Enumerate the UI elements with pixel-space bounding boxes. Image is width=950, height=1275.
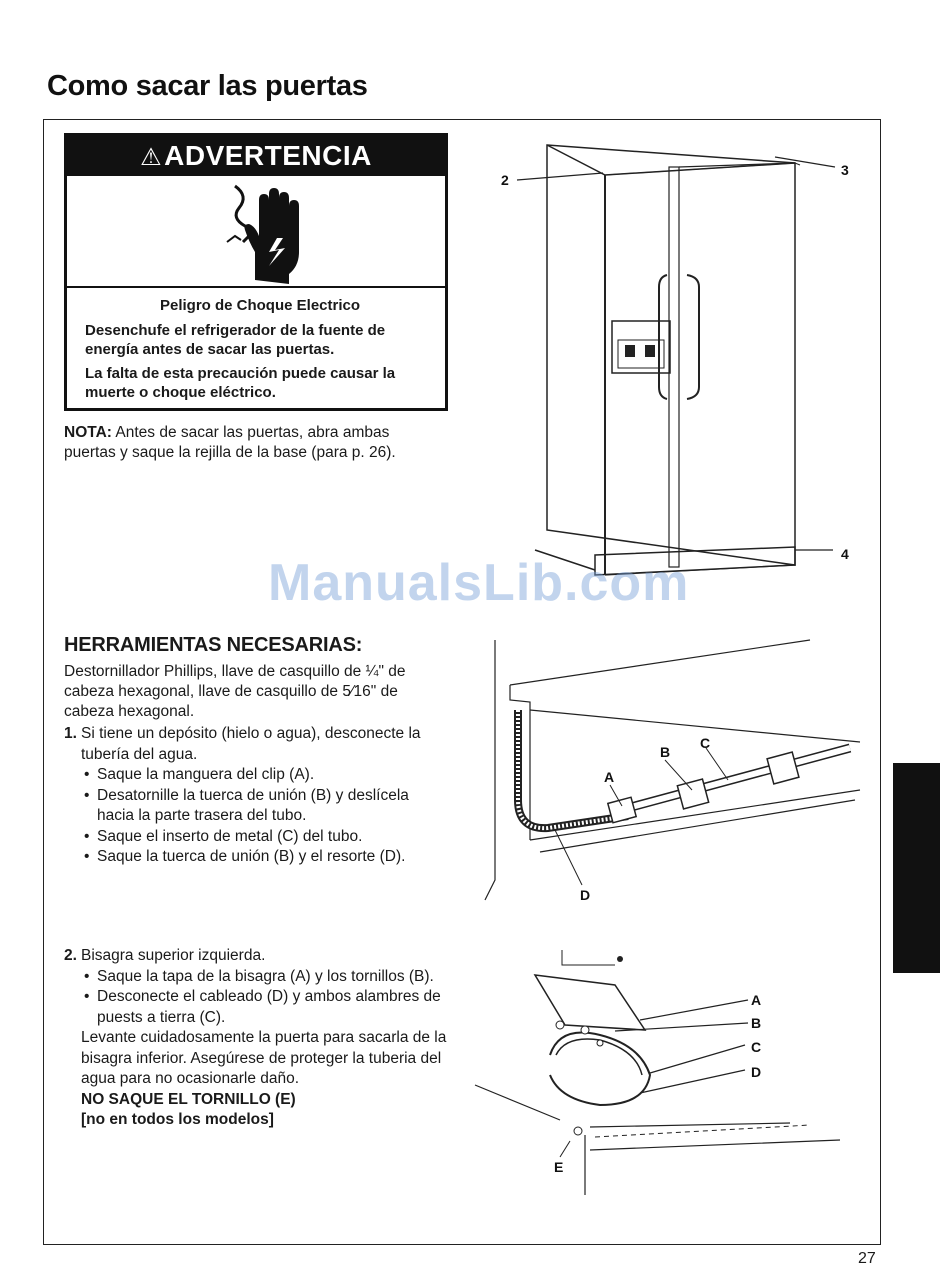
fig2-label-A: A [604, 769, 615, 785]
fig3-label-D: D [751, 1064, 762, 1080]
fig3-label-B: B [751, 1015, 762, 1031]
step-2 [64, 946, 449, 1131]
electric-shock-hand-icon [225, 180, 315, 286]
water-line-figure [470, 630, 870, 910]
fig1-label-4: 4 [841, 546, 849, 562]
hazard-consequence: La falta de esta precaución puede causar la muerte o choque eléctrico. [85, 365, 396, 401]
hazard-instruction: Desenchufe el refrigerador de la fuente de energía antes de sacar las puertas. [85, 322, 386, 358]
fig2-label-B: B [660, 744, 671, 760]
fig3-label-C: C [751, 1039, 762, 1055]
note-paragraph [64, 423, 444, 463]
step-1-bullet: • Desatornille la tuerca de unión (B) y deslícela hacia la parte trasera del tubo. [81, 786, 449, 827]
refrigerator-figure [495, 135, 865, 605]
fig1-label-3: 3 [841, 162, 849, 178]
page-title: Como sacar las puertas [47, 70, 368, 102]
step-1-intro: Si tiene un depósito (hielo o agua), desconecte la tubería del agua. [81, 725, 421, 763]
hinge-figure [470, 945, 870, 1205]
hazard-title: Peligro de Choque Electrico [159, 297, 361, 314]
section-tab [893, 763, 940, 973]
tools-heading: HERRAMIENTAS NECESARIAS: [64, 634, 363, 656]
fig3-label-A: A [751, 992, 762, 1008]
step-1-bullet: • Saque la tuerca de unión (B) y el resorte (D). [81, 847, 449, 868]
fig2-label-D: D [580, 887, 591, 903]
warning-header [67, 136, 445, 176]
warning-header-label: ADVERTENCIA [164, 140, 372, 171]
step-2-model-note: [no en todos los modelos] [81, 1111, 274, 1128]
step-1 [64, 724, 449, 868]
step-2-bullet: • Desconecte el cableado (D) y ambos alambres de puests a tierra (C). [81, 987, 449, 1028]
fig3-label-E: E [554, 1159, 564, 1175]
fig2-label-C: C [700, 735, 711, 751]
step-2-warning-line: NO SAQUE EL TORNILLO (E) [81, 1090, 296, 1108]
tools-text: Destornillador Phillips, llave de casquillo de ¼" de cabeza hexagonal, llave de casquillo de 5⁄16" de cabeza hexagonal. [64, 663, 406, 720]
page-number: 27 [858, 1250, 876, 1267]
note-label: NOTA: [64, 424, 112, 441]
warning-triangle-icon: ⚠ [140, 144, 163, 171]
warning-box [64, 133, 448, 411]
warning-body [85, 296, 435, 407]
step-1-number: 1. [64, 725, 77, 742]
step-1-bullet: • Saque la manguera del clip (A). [81, 765, 449, 786]
note-text: Antes de sacar las puertas, abra ambas puertas y saque la rejilla de la base (para p. 26). [64, 424, 396, 461]
step-2-bullet: • Saque la tapa de la bisagra (A) y los tornillos (B). [81, 967, 449, 988]
step-2-number: 2. [64, 947, 77, 964]
step-2-intro: Bisagra superior izquierda. [81, 947, 266, 964]
step-1-bullet: • Saque el inserto de metal (C) del tubo. [81, 827, 449, 848]
hazard-icon-area [67, 176, 445, 288]
step-2-paragraph: Levante cuidadosamente la puerta para sacarla de la bisagra inferior. Asegúrese de proteger la tuberia del agua para no ocasionarle daño. [81, 1029, 447, 1087]
watermark: ManualsLib.com [268, 554, 690, 612]
fig1-label-2: 2 [501, 172, 509, 188]
